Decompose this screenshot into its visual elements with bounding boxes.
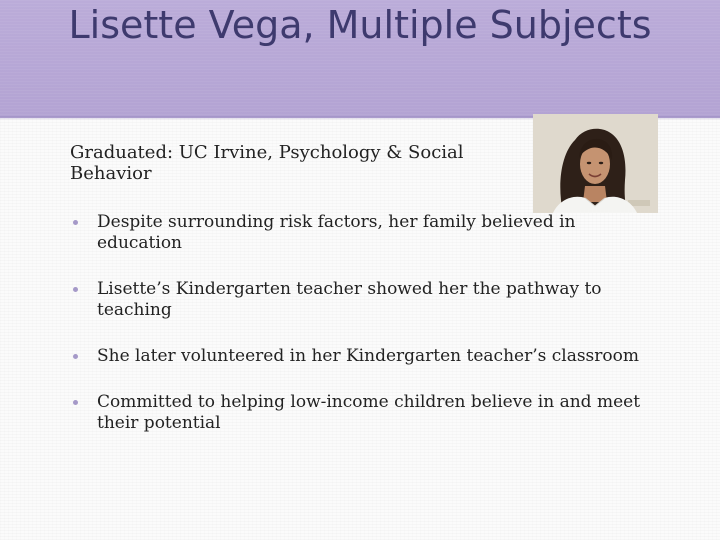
slide-title: Lisette Vega, Multiple Subjects: [68, 3, 652, 47]
bullet-item: [70, 392, 660, 434]
bullet-marker: [73, 354, 78, 359]
bullet-item: [70, 279, 660, 321]
portrait-photo: [533, 114, 658, 213]
bullet-marker: [73, 220, 78, 225]
bullet-text: Committed to helping low-income children believe in and meet their potential: [97, 392, 641, 433]
bullet-marker: [73, 287, 78, 292]
bullet-item: [70, 212, 660, 254]
bullet-list: [70, 212, 660, 459]
graduation-subheading: Graduated: UC Irvine, Psychology & Social Behavior: [70, 142, 464, 184]
bullet-text: Despite surrounding risk factors, her family believed in education: [97, 212, 576, 253]
bullet-item: [70, 346, 660, 367]
bullet-text: Lisette’s Kindergarten teacher showed her the pathway to teaching: [97, 279, 602, 320]
bullet-text: She later volunteered in her Kindergarten teacher’s classroom: [97, 346, 639, 366]
bullet-marker: [73, 400, 78, 405]
